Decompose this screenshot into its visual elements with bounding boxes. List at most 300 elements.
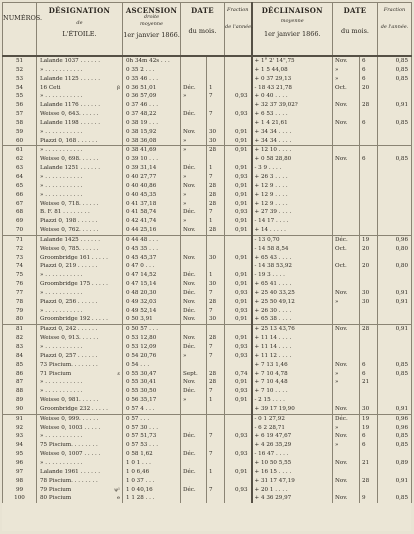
cell-right-ascension: 0 44 25,16 xyxy=(123,226,181,235)
cell-declination: + 16 15 . . . . xyxy=(252,468,333,477)
cell-number: 90 xyxy=(3,405,37,414)
designation-text: Groombridge 232 . . . . . xyxy=(40,405,108,412)
cell-date-day-1 xyxy=(207,361,225,370)
cell-designation xyxy=(37,370,123,379)
cell-number: 99 xyxy=(3,486,37,495)
designation-text: B. F. 81 . . . . . . . . xyxy=(40,209,90,216)
table-row xyxy=(3,110,412,119)
cell-date-month-1: » xyxy=(181,217,207,226)
cell-right-ascension: 0 35 46 . . . xyxy=(123,75,181,84)
table-row xyxy=(3,128,412,137)
cell-right-ascension: 0 53 12,80 xyxy=(123,334,181,343)
cell-right-ascension: 0 57 53 . . . xyxy=(123,441,181,450)
cell-date-day-2: 6 xyxy=(360,56,378,66)
cell-date-day-2: 30 xyxy=(360,289,378,298)
cell-declination: - 13 0,70 xyxy=(252,235,333,244)
cell-designation xyxy=(37,396,123,405)
cell-date-month-2: Nov. xyxy=(333,459,360,468)
cell-declination: + 11 12 . . . . xyxy=(252,352,333,361)
cell-date-day-1 xyxy=(207,101,225,110)
table-row xyxy=(3,226,412,235)
cell-date-month-1 xyxy=(181,56,207,66)
designation-text: 79 Piscium xyxy=(40,486,72,493)
cell-number: 71 xyxy=(3,235,37,244)
cell-date-day-1: 7 xyxy=(207,387,225,396)
cell-designation xyxy=(37,486,123,495)
cell-date-month-2: » xyxy=(333,298,360,307)
cell-fraction-1: 0,93 xyxy=(225,173,252,182)
designation-text: » . . . . . . . . . . . xyxy=(40,128,83,135)
cell-fraction-1: 0,91 xyxy=(225,468,252,477)
designation-text: Groombridge 192 . . . . . xyxy=(40,316,108,323)
table-row xyxy=(3,343,412,352)
designation-text: Lalande 1251 . . . . . . xyxy=(40,165,101,172)
cell-date-day-2: 6 xyxy=(360,441,378,450)
cell-fraction-1 xyxy=(225,414,252,423)
cell-designation xyxy=(37,450,123,459)
cell-fraction-2 xyxy=(378,226,412,235)
cell-fraction-2 xyxy=(378,137,412,146)
cell-date-day-1: 28 xyxy=(207,370,225,379)
cell-date-day-1: 1 xyxy=(207,468,225,477)
table-row xyxy=(3,361,412,370)
cell-date-day-2 xyxy=(360,137,378,146)
cell-date-month-2 xyxy=(333,208,360,217)
designation-text: Lalande 1961 . . . . . . xyxy=(40,468,101,475)
designation-text: 73 Piscium. . . . . . . . xyxy=(40,361,98,368)
cell-fraction-2 xyxy=(378,378,412,387)
designation-text: Piazzi 0, 257 . . . . . . xyxy=(40,352,98,359)
cell-number: 53 xyxy=(3,75,37,84)
cell-number: 98 xyxy=(3,477,37,486)
cell-date-day-1 xyxy=(207,66,225,75)
cell-designation xyxy=(37,101,123,110)
cell-fraction-1: 0,93 xyxy=(225,92,252,101)
cell-number: 92 xyxy=(3,424,37,433)
cell-date-day-2: 21 xyxy=(360,378,378,387)
cell-date-day-1 xyxy=(207,119,225,128)
designation-text: Weisse 0, 913. . . . . . xyxy=(40,335,99,342)
cell-fraction-1: 0,91 xyxy=(225,137,252,146)
cell-declination: + 7 10 . . . . xyxy=(252,387,333,396)
cell-fraction-1: 0,91 xyxy=(225,298,252,307)
cell-date-day-2 xyxy=(360,307,378,316)
table-row xyxy=(3,66,412,75)
cell-right-ascension: 0 39 10 . . . xyxy=(123,155,181,164)
bayer-letter: β xyxy=(117,84,120,91)
cell-number: 95 xyxy=(3,450,37,459)
cell-date-month-1: Nov. xyxy=(181,280,207,289)
cell-designation xyxy=(37,343,123,352)
cell-number: 66 xyxy=(3,191,37,200)
designation-text: » . . . . . . . . . . . xyxy=(40,459,83,466)
cell-designation xyxy=(37,66,123,75)
cell-fraction-2: 0,85 xyxy=(378,432,412,441)
designation-text: Piazzi 0, 242 . . . . . . xyxy=(40,326,98,333)
table-row xyxy=(3,271,412,280)
cell-date-day-2 xyxy=(360,226,378,235)
cell-date-month-1 xyxy=(181,405,207,414)
designation-text: 71 Piscium xyxy=(40,370,72,377)
cell-declination: - 3 9 . . . . xyxy=(252,164,333,173)
designation-text: Piazzi 0, 219 . . . . . . xyxy=(40,263,98,270)
cell-fraction-2: 0,85 xyxy=(378,155,412,164)
cell-date-month-2: Nov. xyxy=(333,289,360,298)
cell-fraction-2 xyxy=(378,84,412,93)
cell-right-ascension: 1 0 6,46 xyxy=(123,468,181,477)
cell-right-ascension: 0 36 57,09 xyxy=(123,92,181,101)
cell-fraction-1: 0,91 xyxy=(225,164,252,173)
cell-fraction-1 xyxy=(225,75,252,84)
cell-fraction-1 xyxy=(225,459,252,468)
cell-designation xyxy=(37,110,123,119)
cell-number: 74 xyxy=(3,262,37,271)
cell-number: 84 xyxy=(3,352,37,361)
table-row xyxy=(3,191,412,200)
cell-date-month-1: Déc. xyxy=(181,164,207,173)
cell-number: 65 xyxy=(3,182,37,191)
cell-right-ascension: 0 57 30 . . . xyxy=(123,424,181,433)
cell-number: 86 xyxy=(3,370,37,379)
table-row xyxy=(3,334,412,343)
cell-right-ascension: 0 56 35,17 xyxy=(123,396,181,405)
cell-designation xyxy=(37,424,123,433)
cell-date-day-1: 1 xyxy=(207,84,225,93)
cell-fraction-2: 0,80 xyxy=(378,245,412,254)
cell-date-day-2 xyxy=(360,271,378,280)
cell-number: 75 xyxy=(3,271,37,280)
cell-fraction-2: 0,85 xyxy=(378,66,412,75)
cell-declination: + 1 4 21,61 xyxy=(252,119,333,128)
cell-designation xyxy=(37,245,123,254)
header-date-2: DATE du mois. xyxy=(333,3,378,57)
table-row xyxy=(3,119,412,128)
cell-date-month-2 xyxy=(333,271,360,280)
cell-date-day-2: 19 xyxy=(360,414,378,423)
cell-right-ascension: 0 48 20,30 xyxy=(123,289,181,298)
cell-number: 78 xyxy=(3,298,37,307)
cell-date-day-2: 19 xyxy=(360,424,378,433)
table-row xyxy=(3,370,412,379)
cell-number: 80 xyxy=(3,315,37,324)
cell-number: 77 xyxy=(3,289,37,298)
cell-number: 73 xyxy=(3,254,37,263)
designation-text: Weisse 0, 698. . . . . . xyxy=(40,156,99,163)
cell-designation xyxy=(37,235,123,244)
cell-right-ascension: 0 47 14,52 xyxy=(123,271,181,280)
cell-date-month-1: Déc. xyxy=(181,486,207,495)
cell-designation xyxy=(37,271,123,280)
table-row xyxy=(3,137,412,146)
cell-designation xyxy=(37,164,123,173)
designation-text: 16 Ceti xyxy=(40,84,61,91)
cell-declination: + 20 1 . . . . xyxy=(252,486,333,495)
cell-fraction-2: 0,89 xyxy=(378,459,412,468)
cell-designation xyxy=(37,182,123,191)
cell-number: 85 xyxy=(3,361,37,370)
cell-date-day-2 xyxy=(360,352,378,361)
cell-date-day-2: 20 xyxy=(360,84,378,93)
cell-date-day-2 xyxy=(360,486,378,495)
cell-right-ascension: 0 49 52,14 xyxy=(123,307,181,316)
cell-right-ascension: 0 44 48 . . . xyxy=(123,235,181,244)
cell-right-ascension: 0 57 4 . . . xyxy=(123,405,181,414)
cell-date-month-1: Déc. xyxy=(181,468,207,477)
cell-date-day-2: 30 xyxy=(360,405,378,414)
cell-designation xyxy=(37,325,123,334)
cell-declination: + 7 10 4,78 xyxy=(252,370,333,379)
designation-text: Lalande 1037 . . . . . . xyxy=(40,58,101,64)
cell-fraction-2 xyxy=(378,182,412,191)
designation-text: » . . . . . . . . . . . xyxy=(40,433,83,440)
cell-fraction-1: 0,93 xyxy=(225,307,252,316)
cell-fraction-2 xyxy=(378,164,412,173)
cell-designation xyxy=(37,208,123,217)
bayer-letter: ψ¹ xyxy=(114,486,120,493)
cell-date-day-1: 28 xyxy=(207,334,225,343)
table-row xyxy=(3,245,412,254)
designation-text: » . . . . . . . . . . . xyxy=(40,93,83,100)
cell-date-month-2 xyxy=(333,486,360,495)
cell-fraction-1: 0,91 xyxy=(225,396,252,405)
cell-right-ascension: 0 47 0 . . . xyxy=(123,262,181,271)
cell-date-day-1 xyxy=(207,424,225,433)
cell-date-day-1: 7 xyxy=(207,486,225,495)
cell-designation xyxy=(37,494,123,503)
cell-date-day-2 xyxy=(360,110,378,119)
catalogue-page xyxy=(2,2,411,531)
cell-fraction-2: 0,85 xyxy=(378,494,412,503)
cell-fraction-2 xyxy=(378,334,412,343)
cell-declination: - 14 38 53,92 xyxy=(252,262,333,271)
cell-right-ascension: 0 39 31,14 xyxy=(123,164,181,173)
cell-right-ascension: 0 57 . . . xyxy=(123,414,181,423)
cell-designation xyxy=(37,468,123,477)
cell-declination: + 6 53 . . . . xyxy=(252,110,333,119)
cell-date-day-2 xyxy=(360,343,378,352)
cell-number: 55 xyxy=(3,92,37,101)
table-row xyxy=(3,75,412,84)
table-row xyxy=(3,289,412,298)
cell-date-day-2: 28 xyxy=(360,325,378,334)
cell-right-ascension: 0 57 51,73 xyxy=(123,432,181,441)
designation-text: » . . . . . . . . . . . xyxy=(40,289,83,296)
cell-date-day-2 xyxy=(360,146,378,155)
cell-date-month-2: Déc. xyxy=(333,235,360,244)
cell-date-month-1 xyxy=(181,441,207,450)
designation-text: Piazzi 0, 198 . . . . . . xyxy=(40,218,98,225)
cell-number: 58 xyxy=(3,119,37,128)
cell-designation xyxy=(37,477,123,486)
cell-date-month-2: » xyxy=(333,75,360,84)
table-row xyxy=(3,325,412,334)
cell-declination: + 26 30 . . . . xyxy=(252,307,333,316)
cell-date-day-2 xyxy=(360,468,378,477)
designation-text: Lalande 1176 . . . . . . xyxy=(40,102,101,109)
cell-date-day-2 xyxy=(360,450,378,459)
cell-right-ascension: 0 42 41,74 xyxy=(123,217,181,226)
table-row xyxy=(3,405,412,414)
table-row xyxy=(3,200,412,209)
cell-fraction-2 xyxy=(378,254,412,263)
cell-declination: - 6 2 28,71 xyxy=(252,424,333,433)
cell-right-ascension: 0 55 30,41 xyxy=(123,378,181,387)
cell-date-day-1 xyxy=(207,405,225,414)
table-row xyxy=(3,92,412,101)
cell-fraction-2 xyxy=(378,486,412,495)
cell-designation xyxy=(37,298,123,307)
table-row xyxy=(3,378,412,387)
table-row xyxy=(3,387,412,396)
cell-declination: + 25 13 43,76 xyxy=(252,325,333,334)
cell-date-day-1: 1 xyxy=(207,164,225,173)
designation-text: » . . . . . . . . . . . xyxy=(40,307,83,314)
cell-fraction-2 xyxy=(378,200,412,209)
cell-fraction-1: 0,91 xyxy=(225,191,252,200)
cell-right-ascension: 0 40 27,77 xyxy=(123,173,181,182)
designation-text: » . . . . . . . . . . . xyxy=(40,191,83,198)
cell-date-day-2 xyxy=(360,280,378,289)
cell-date-month-2: Oct. xyxy=(333,245,360,254)
cell-date-day-2: 28 xyxy=(360,101,378,110)
cell-date-month-2 xyxy=(333,226,360,235)
cell-right-ascension: 0 49 32,03 xyxy=(123,298,181,307)
cell-declination: + 12 9 . . . . xyxy=(252,200,333,209)
cell-right-ascension: 0 38 36,08 xyxy=(123,137,181,146)
designation-text: » . . . . . . . . . . . xyxy=(40,344,83,350)
cell-date-month-1: » xyxy=(181,146,207,155)
cell-date-day-1: 28 xyxy=(207,298,225,307)
cell-fraction-2: 0,96 xyxy=(378,414,412,423)
cell-date-day-1: 28 xyxy=(207,226,225,235)
table-row xyxy=(3,424,412,433)
cell-date-day-1: 7 xyxy=(207,208,225,217)
cell-right-ascension: 0 35 2 . . . xyxy=(123,66,181,75)
cell-date-day-2: 28 xyxy=(360,477,378,486)
cell-date-day-1: 1 xyxy=(207,396,225,405)
cell-designation xyxy=(37,361,123,370)
cell-right-ascension: 0 50 3,91 xyxy=(123,315,181,324)
cell-date-month-1 xyxy=(181,262,207,271)
cell-date-month-1: Nov. xyxy=(181,315,207,324)
cell-fraction-2: 0,91 xyxy=(378,101,412,110)
cell-number: 87 xyxy=(3,378,37,387)
cell-date-day-2 xyxy=(360,396,378,405)
designation-text: 78 Piscium. . . . . . . . xyxy=(40,477,98,484)
cell-date-day-2 xyxy=(360,217,378,226)
cell-fraction-1: 0,91 xyxy=(225,271,252,280)
cell-date-month-2 xyxy=(333,315,360,324)
cell-date-month-2 xyxy=(333,343,360,352)
cell-fraction-2 xyxy=(378,271,412,280)
cell-right-ascension: 0 55 30,50 xyxy=(123,387,181,396)
cell-declination: + 26 3 . . . . xyxy=(252,173,333,182)
cell-fraction-1: 0,91 xyxy=(225,128,252,137)
cell-designation xyxy=(37,226,123,235)
table-body xyxy=(3,56,412,503)
cell-number: 83 xyxy=(3,343,37,352)
cell-designation xyxy=(37,459,123,468)
cell-date-day-1: 1 xyxy=(207,217,225,226)
cell-date-month-2 xyxy=(333,280,360,289)
cell-fraction-1 xyxy=(225,424,252,433)
cell-date-day-2 xyxy=(360,200,378,209)
cell-designation xyxy=(37,155,123,164)
designation-text: Lalande 1198 . . . . . . xyxy=(40,119,101,126)
cell-date-day-2: 6 xyxy=(360,119,378,128)
cell-date-day-2 xyxy=(360,387,378,396)
header-designation: DÉSIGNATION de L'ÉTOILE. xyxy=(37,3,123,57)
cell-date-day-1 xyxy=(207,477,225,486)
designation-text: Weisse 0, 762. . . . . . xyxy=(40,227,99,234)
cell-date-month-2: Nov. xyxy=(333,325,360,334)
cell-declination: + 7 13 1,46 xyxy=(252,361,333,370)
cell-fraction-2: 0,91 xyxy=(378,405,412,414)
star-catalogue-table xyxy=(2,2,412,503)
cell-fraction-1: 0,91 xyxy=(225,315,252,324)
cell-date-month-1: » xyxy=(181,396,207,405)
cell-date-month-2: Nov. xyxy=(333,101,360,110)
cell-designation xyxy=(37,146,123,155)
table-row xyxy=(3,182,412,191)
cell-declination: - 16 47 . . . . xyxy=(252,450,333,459)
table-row xyxy=(3,441,412,450)
cell-fraction-2: 0,85 xyxy=(378,75,412,84)
cell-fraction-2: 0,85 xyxy=(378,361,412,370)
cell-fraction-1 xyxy=(225,262,252,271)
cell-number: 91 xyxy=(3,414,37,423)
table-row xyxy=(3,280,412,289)
table-row xyxy=(3,155,412,164)
cell-date-day-1: 7 xyxy=(207,289,225,298)
cell-date-month-2 xyxy=(333,334,360,343)
cell-date-month-1 xyxy=(181,101,207,110)
cell-fraction-1: 0,91 xyxy=(225,200,252,209)
cell-date-month-2 xyxy=(333,254,360,263)
cell-designation xyxy=(37,432,123,441)
cell-date-day-1: 7 xyxy=(207,92,225,101)
cell-date-day-2: 19 xyxy=(360,235,378,244)
cell-date-month-2 xyxy=(333,200,360,209)
cell-declination: + 34 34 . . . . xyxy=(252,128,333,137)
cell-number: 57 xyxy=(3,110,37,119)
cell-number: 70 xyxy=(3,226,37,235)
cell-date-day-2: 20 xyxy=(360,262,378,271)
cell-date-month-1 xyxy=(181,245,207,254)
designation-text: Weisse 0, 999. . . . . . xyxy=(40,415,99,422)
cell-fraction-2: 0,91 xyxy=(378,289,412,298)
cell-date-month-1: Déc. xyxy=(181,450,207,459)
cell-designation xyxy=(37,262,123,271)
cell-fraction-1: 0,93 xyxy=(225,432,252,441)
cell-designation xyxy=(37,173,123,182)
designation-text: Weisse 0, 785. . . . . . xyxy=(40,245,99,252)
cell-fraction-1: 0,74 xyxy=(225,370,252,379)
cell-right-ascension: 0 37 48,22 xyxy=(123,110,181,119)
cell-date-month-1 xyxy=(181,494,207,503)
cell-right-ascension: 0 58 1,62 xyxy=(123,450,181,459)
cell-declination: + 1° 2' 14",75 xyxy=(252,56,333,66)
cell-declination: + 32 37 39,02? xyxy=(252,101,333,110)
cell-date-month-2 xyxy=(333,217,360,226)
cell-fraction-1: 0,93 xyxy=(225,387,252,396)
cell-date-month-1: Déc. xyxy=(181,110,207,119)
cell-date-day-1 xyxy=(207,441,225,450)
cell-fraction-2: 0,85 xyxy=(378,56,412,66)
cell-designation xyxy=(37,352,123,361)
designation-text: Weisse 0, 1003 . . . . . xyxy=(40,424,101,431)
table-row xyxy=(3,84,412,93)
